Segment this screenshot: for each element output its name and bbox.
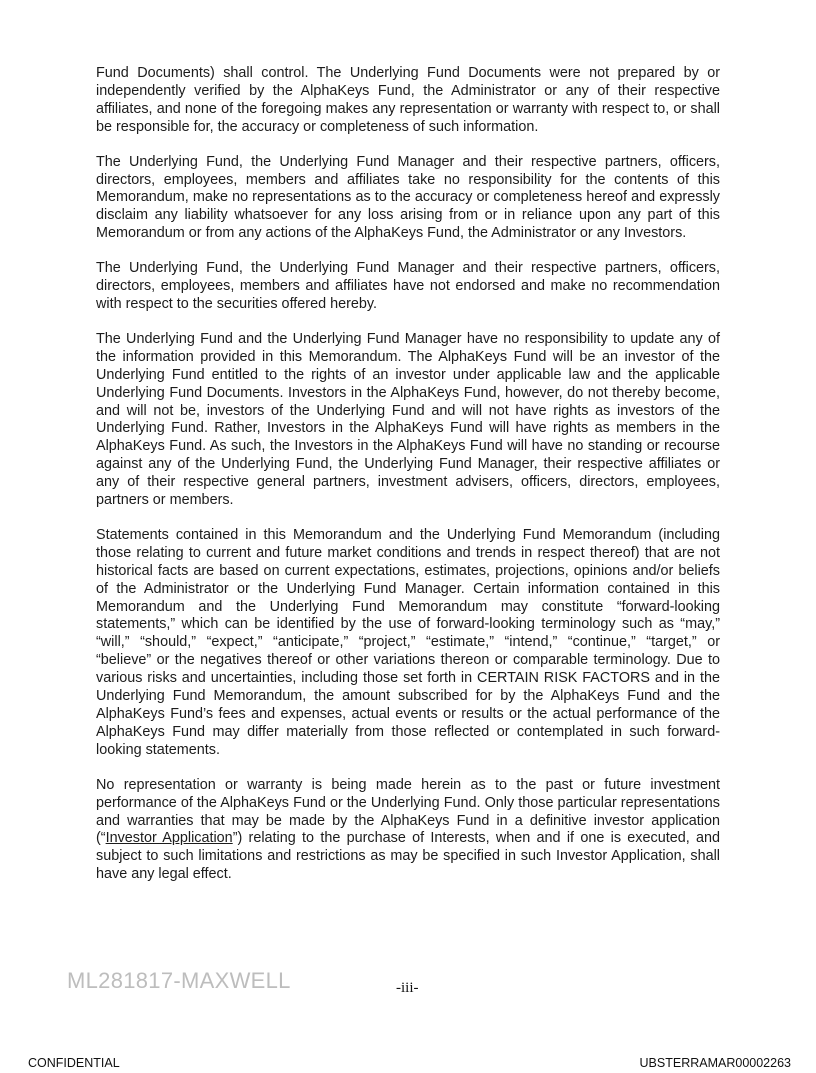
confidential-label: CONFIDENTIAL xyxy=(28,1056,120,1070)
document-body xyxy=(96,65,720,901)
bates-stamp: ML281817-MAXWELL xyxy=(67,968,291,993)
paragraph-investor-rights: The Underlying Fund and the Underlying Fund Manager have no responsibility to update any of the information provided in this Memorandum. The AlphaKeys Fund will be an investor of the Underlying Fund entitled to the rights of an investor under applicable law and the applicable Underlying Fund Documents. Investors in the AlphaKeys Fund, however, do not thereby become, and will not be, investors of the Underlying Fund and will not have rights as investors of the Underlying Fund. Rather, Investors in the AlphaKeys Fund will have rights as members in the AlphaKeys Fund. As such, the Investors in the AlphaKeys Fund will have no standing or recourse against any of the Underlying Fund, the Underlying Fund Manager, their respective affiliates or any of their respective general partners, investment advisers, officers, directors, employees, partners or members. xyxy=(96,330,720,509)
paragraph-no-representation xyxy=(96,777,720,884)
paragraph-text: ”) relating to the purchase of Interests, when and if one is executed, and subject to such limitations and restrictions as may be specified in such Investor Application, shall have any legal effect. xyxy=(96,830,721,883)
paragraph-no-endorsement: The Underlying Fund, the Underlying Fund Manager and their respective partners, officers, directors, employees, members and affiliates have not endorsed and make no recommendation with respect to the securities offered hereby. xyxy=(96,260,720,312)
defined-term-investor-application: Investor Application xyxy=(105,830,233,847)
page-number: -iii- xyxy=(396,980,419,996)
paragraph-text: No representation or warranty is being made herein as to the past or future investment performance of the AlphaKeys Fund or the Underlying Fund. Only those particular representations and warranties that may be made by the AlphaKeys Fund in a definitive investor application (“ xyxy=(96,776,720,847)
paragraph-no-responsibility: The Underlying Fund, the Underlying Fund Manager and their respective partners, officers, directors, employees, members and affiliates take no responsibility for the contents of this Memorandum, make no representations as to the accuracy or completeness hereof and expressly disclaim any liability whatsoever for any loss arising from or in reliance upon any part of this Memorandum or from any actions of the AlphaKeys Fund, the Administrator or any Investors. xyxy=(96,153,720,242)
paragraph-forward-looking: Statements contained in this Memorandum and the Underlying Fund Memorandum (including those relating to current and future market conditions and trends in respect thereof) that are not historical facts are based on current expectations, estimates, projections, opinions and/or beliefs of the Administrator or the Underlying Fund Manager. Certain information contained in this Memorandum and the Underlying Fund Memorandum may constitute “forward-looking statements,” which can be identified by the use of forward-looking terminology such as “may,” “will,” “should,” “expect,” “anticipate,” “project,” “estimate,” “intend,” “continue,” “target,” or “believe” or the negatives thereof or other variations thereon or comparable terminology. Due to various risks and uncertainties, including those set forth in CERTAIN RISK FACTORS and in the Underlying Fund Memorandum, the amount subscribed for by the AlphaKeys Fund and the AlphaKeys Fund’s fees and expenses, actual events or results or the actual performance of the AlphaKeys Fund may differ materially from those reflected or contemplated in such forward-looking statements. xyxy=(96,526,720,758)
production-id: UBSTERRAMAR00002263 xyxy=(639,1056,791,1070)
paragraph-source-control: Fund Documents) shall control. The Underlying Fund Documents were not prepared by or independently verified by the AlphaKeys Fund, the Administrator or any of their respective affiliates, and none of the foregoing makes any representation or warranty with respect to, or shall be responsible for, the accuracy or completeness of such information. xyxy=(96,65,720,135)
